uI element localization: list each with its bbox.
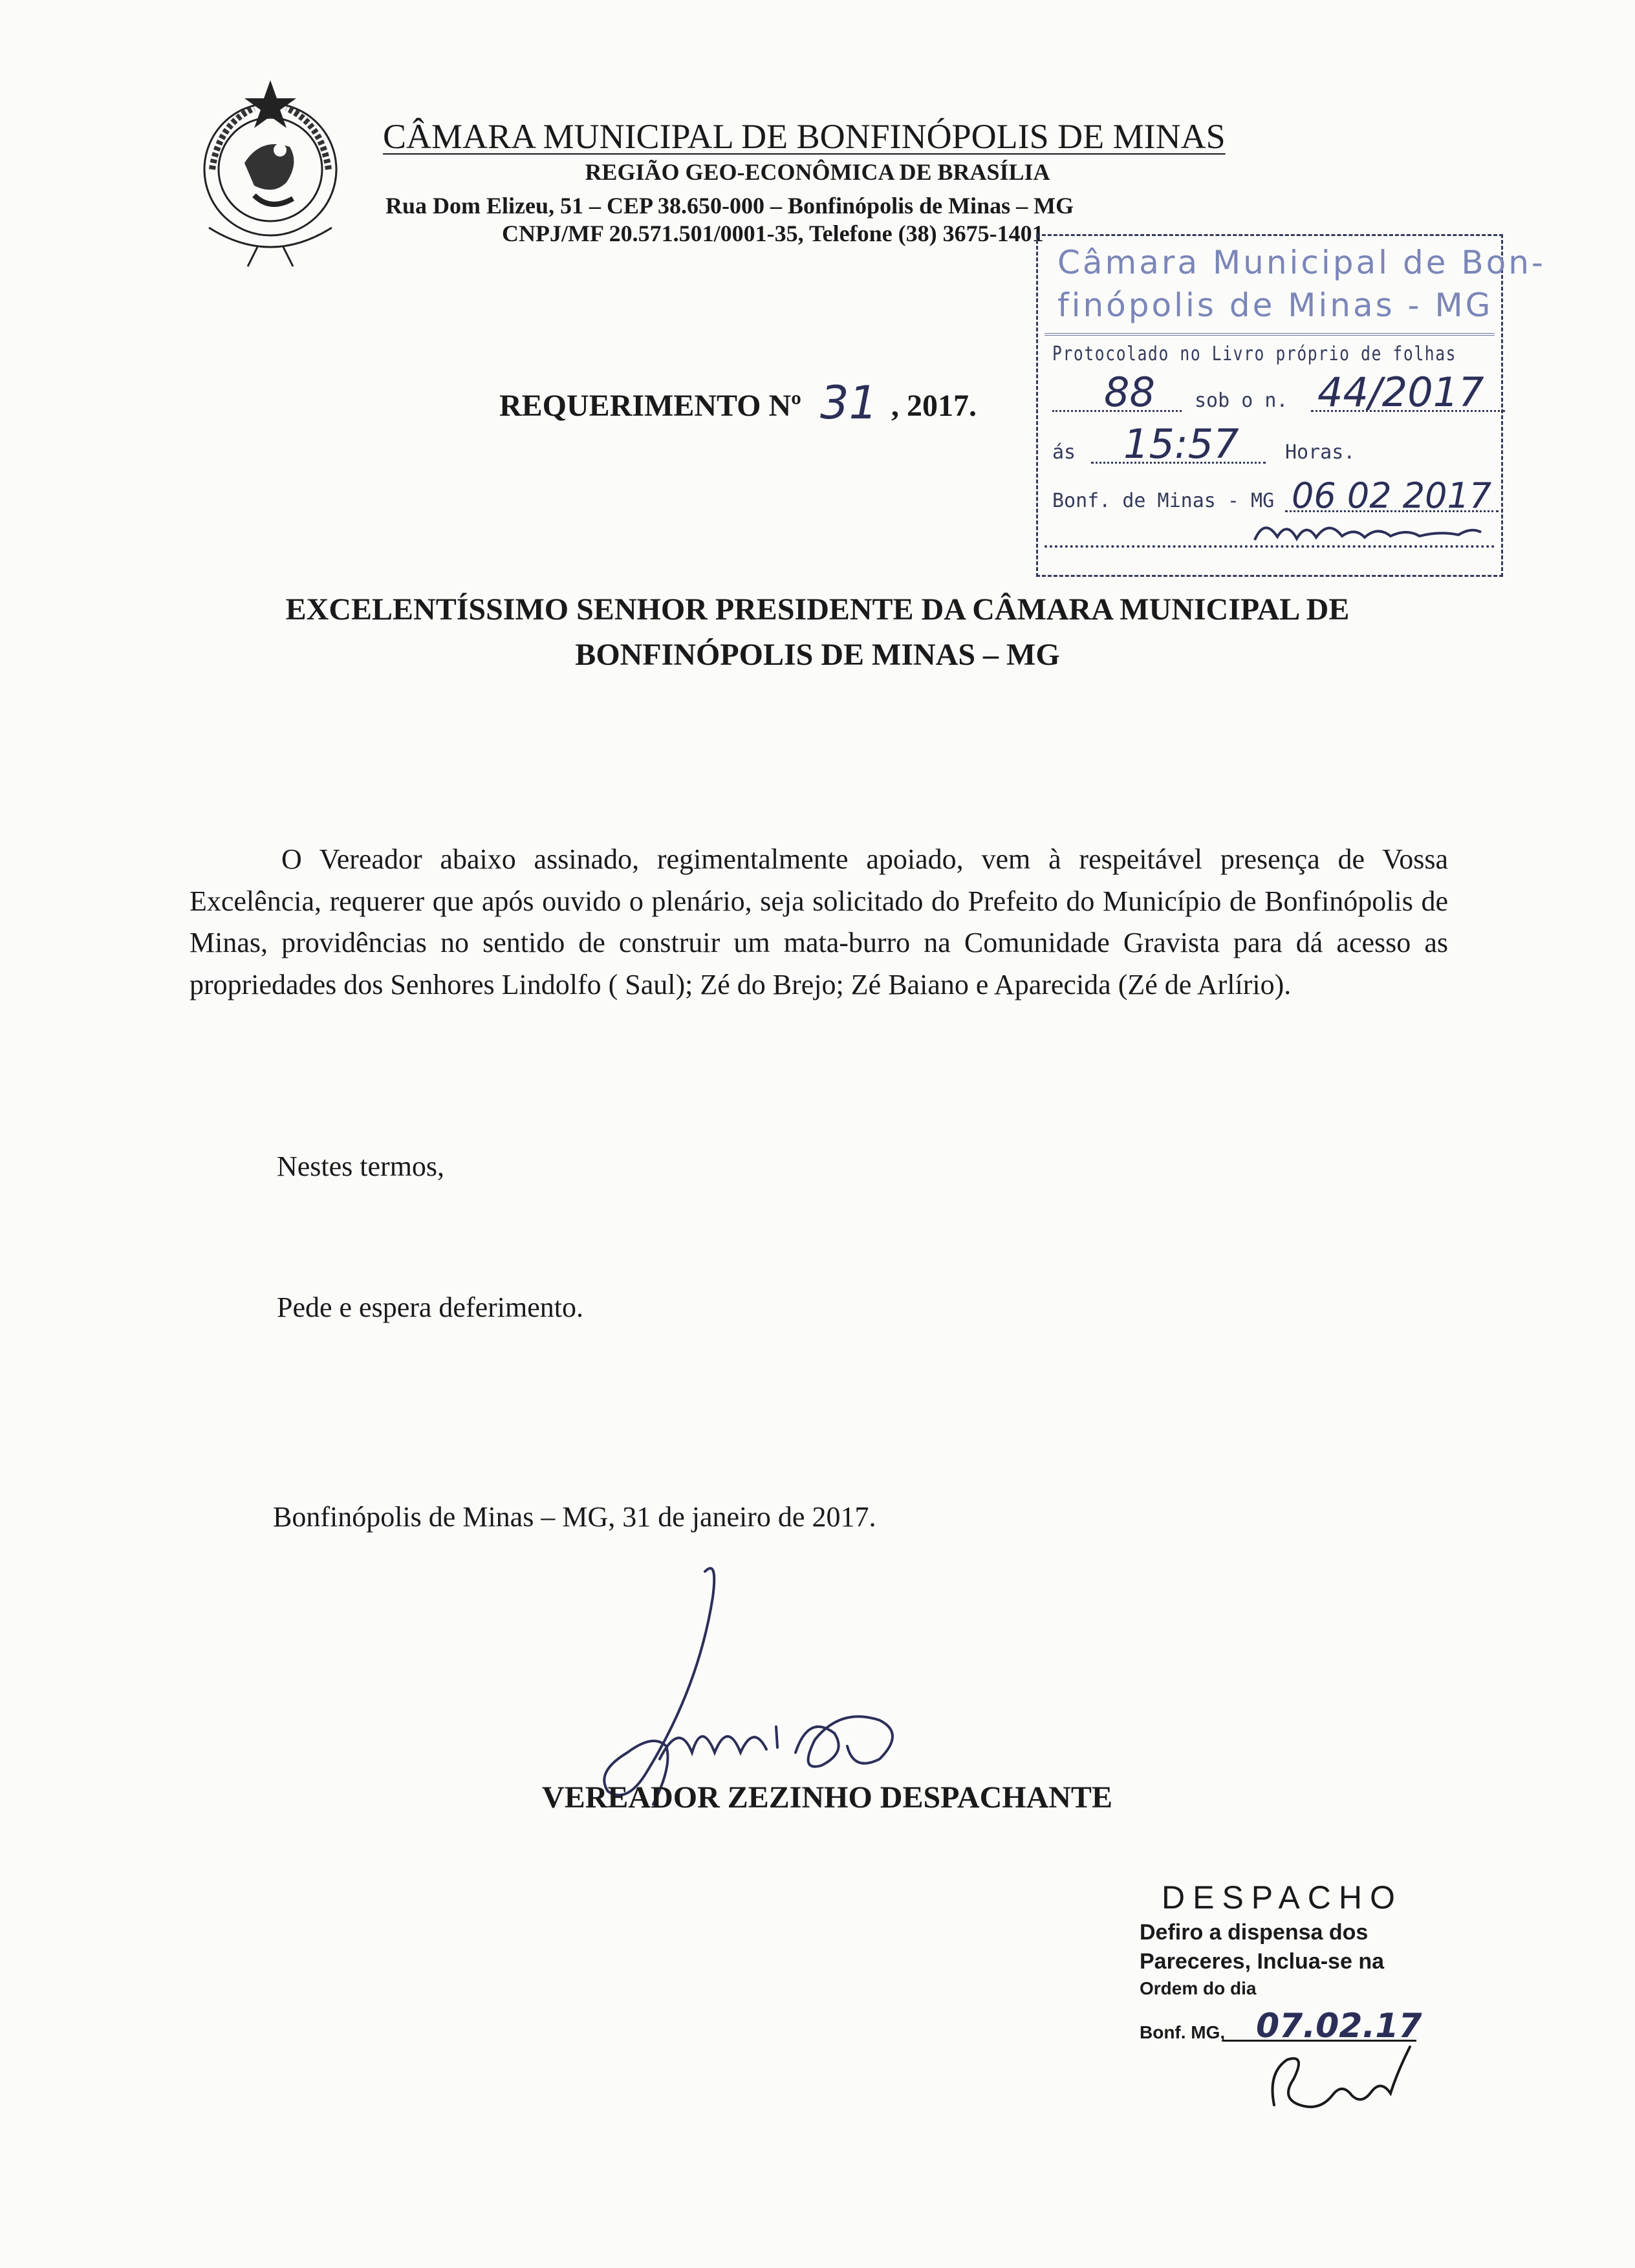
stamp-place-label: Bonf. de Minas - MG [1052, 490, 1275, 512]
closing-line2: Pede e espera deferimento. [277, 1291, 583, 1323]
stamp-institution-line1: Câmara Municipal de Bon- [1057, 244, 1546, 281]
addressee-line1: EXCELENTÍSSIMO SENHOR PRESIDENTE DA CÂMARA MUNICIPAL DE [285, 592, 1350, 627]
council-name: CÂMARA MUNICIPAL DE BONFINÓPOLIS DE MINAS [383, 117, 1226, 156]
despacho-date-label: Bonf. MG, [1140, 2022, 1226, 2042]
stamp-date-row [1052, 472, 1495, 517]
signer-name: VEREADOR ZEZINHO DESPACHANTE [542, 1780, 1112, 1815]
requerimento-label: REQUERIMENTO Nº [499, 389, 802, 423]
stamp-as-label: ás [1052, 441, 1076, 464]
despacho-line3: Ordem do dia [1140, 1978, 1257, 1998]
stamp-protocol-label: Protocolado no Livro próprio de folhas [1052, 343, 1457, 365]
addressee-line2: BONFINÓPOLIS DE MINAS – MG [575, 638, 1060, 672]
region-subtitle: REGIÃO GEO-ECONÔMICA DE BRASÍLIA [585, 159, 1050, 185]
despacho-date-value: 07.02.17 [1256, 2007, 1422, 2046]
place-date: Bonfinópolis de Minas – MG, 31 de janeiro de 2017. [273, 1501, 876, 1533]
stamp-folhas-value: 88 [1104, 369, 1155, 416]
closing-line1: Nestes termos, [277, 1150, 445, 1182]
protocol-stamp [1036, 234, 1546, 577]
body-paragraph: O Vereador abaixo assinado, regimentalmente apoiado, vem à respeitável presença de Vossa Excelência, requerer que após ouvido o plenário, seja solicitado do Prefeito do Município de Bonfinópolis de Minas, providências no sentido de construir um mata-burro na Comunidade Gravista para dá acesso as propriedades dos Senhores Lindolfo ( Saul); Zé do Brejo; Zé Baiano e Aparecida (Zé de Arlírio). [189, 843, 1448, 1000]
stamp-folhas-row [1052, 369, 1495, 417]
stamp-separator [1045, 333, 1495, 336]
stamp-bottom-separator [1045, 545, 1495, 548]
requerimento-year: , 2017. [891, 389, 977, 423]
council-cnpj-phone: CNPJ/MF 20.571.501/0001-35, Telefone (38) 3675-1401 [502, 221, 1044, 246]
despacho-signature [1261, 2034, 1429, 2124]
council-address: Rua Dom Elizeu, 51 – CEP 38.650-000 – Bonfinópolis de Minas – MG [385, 193, 1074, 219]
stamp-horas-label: Horas. [1285, 441, 1356, 464]
stamp-sob-label: sob o n. [1195, 389, 1288, 412]
requerimento-number: 31 [820, 376, 878, 429]
despacho-line2: Pareceres, Inclua-se na [1140, 1949, 1385, 1974]
stamp-time-row [1052, 420, 1495, 469]
stamp-date-value: 06 02 2017 [1292, 475, 1492, 516]
despacho-title: DESPACHO [1162, 1879, 1403, 1916]
despacho-line1: Defiro a dispensa dos [1140, 1920, 1369, 1945]
stamp-time-value: 15:57 [1123, 420, 1239, 468]
stamp-institution-line2: finópolis de Minas - MG [1057, 286, 1493, 324]
addressee-block [0, 587, 1635, 678]
stamp-protocol-number: 44/2017 [1317, 369, 1484, 416]
despacho-stamp [1140, 1879, 1463, 2046]
